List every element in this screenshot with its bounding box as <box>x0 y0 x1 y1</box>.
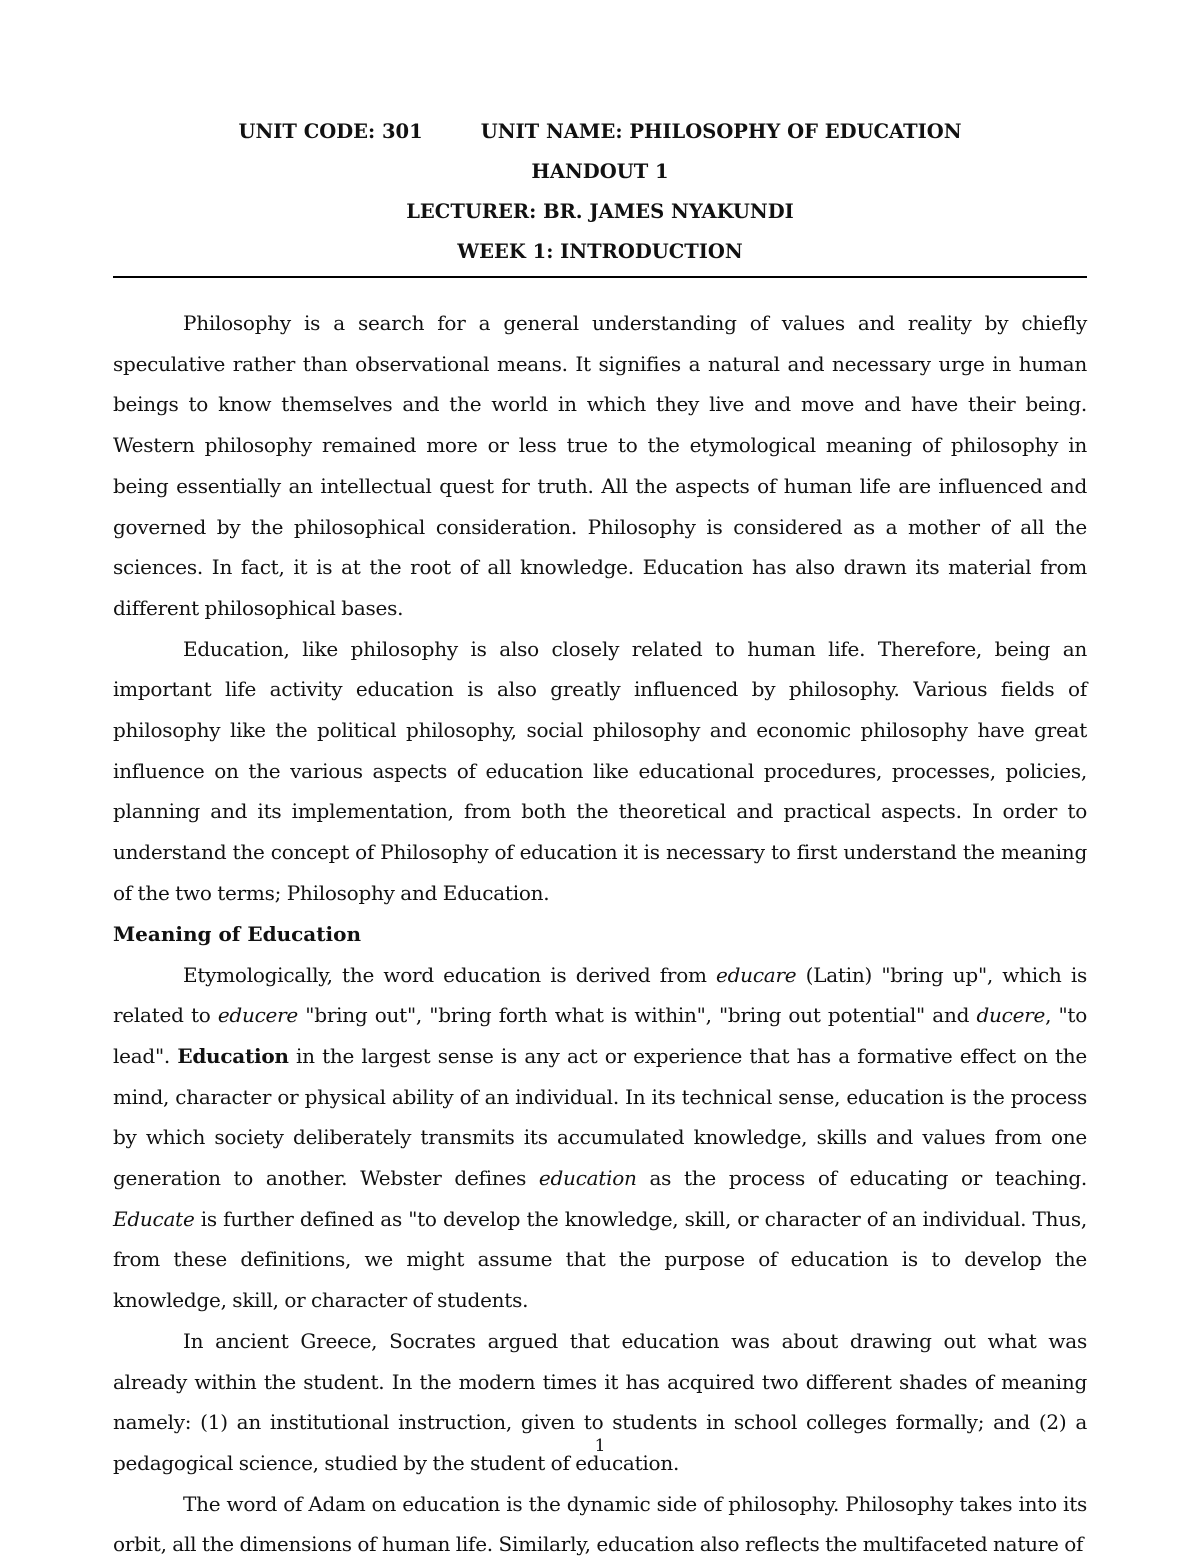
bold-term-education: Education <box>177 1043 289 1068</box>
paragraph-education-relation: Education, like philosophy is also closely related to human life. Therefore, being an important life activity education is also greatly influenced by philosophy. Various fields of philosophy like the political philosophy, social philosophy and economic philosophy have great influence on the various aspects of education like educational procedures, processes, policies, planning and its implementation, from both the theoretical and practical aspects. In order to understand the concept of Philosophy of education it is necessary to first understand the meaning of the two terms; Philosophy and Education. <box>113 636 1087 905</box>
paragraph-adam-education: The word of Adam on education is the dynamic side of philosophy. Philosophy takes into its orbit, all the dimensions of human life. Similarly, education also reflects the multifaceted nature of <box>113 1491 1087 1557</box>
header-divider <box>113 276 1087 278</box>
latin-term-ducere: ducere <box>976 1003 1046 1028</box>
paragraph-ancient-greece: In ancient Greece, Socrates argued that education was about drawing out what was already within the student. In the modern times it has acquired two different shades of meaning namely: (1) an institutional instruction, given to students in school colleges formally; and (2) a pedagogical science, studied by the student of education. <box>113 1328 1087 1475</box>
text-run: is further defined as "to develop the knowledge, skill, or character of an individual. Thus, from these definitions, we might assume that the purpose of education is to develop the knowledge, skill, or character of students. <box>113 1206 1087 1313</box>
italic-term-education: education <box>538 1166 637 1191</box>
section-heading-meaning-of-education: Meaning of Education <box>113 921 361 946</box>
unit-name: UNIT NAME: PHILOSOPHY OF EDUCATION <box>480 120 962 143</box>
handout-title: HANDOUT 1 <box>531 160 669 183</box>
text-run: in the largest sense is any act or experience that has a formative effect on the mind, character or physical ability of an individual. In its technical sense, education is the process by which society deliberately transmits its accumulated knowledge, skills and values from one generation to another. Webster defines <box>113 1043 1087 1191</box>
text-run: as the process of educating or teaching. <box>636 1166 1087 1191</box>
text-run: , "to lead". <box>113 1003 1087 1068</box>
document-page <box>113 112 1087 1565</box>
text-run: Etymologically, the word education is derived from <box>183 962 717 987</box>
italic-term-educate: Educate <box>113 1206 195 1231</box>
unit-line <box>113 112 1087 152</box>
paragraph-etymology <box>113 955 1087 1321</box>
week-title: WEEK 1: INTRODUCTION <box>457 240 743 263</box>
latin-term-educere: educere <box>217 1003 299 1028</box>
latin-term-educare: educare <box>716 962 797 987</box>
text-run: "bring out", "bring forth what is within", "bring out potential" and <box>298 1003 977 1028</box>
text-run: (Latin) "bring up", which is related to <box>113 962 1087 1028</box>
document-header <box>113 112 1087 272</box>
unit-code: UNIT CODE: 301 <box>238 120 423 143</box>
lecturer-line: LECTURER: BR. JAMES NYAKUNDI <box>406 200 794 223</box>
page-number: 1 <box>594 1436 606 1456</box>
paragraph-philosophy-definition: Philosophy is a search for a general understanding of values and reality by chiefly speculative rather than observational means. It signifies a natural and necessary urge in human beings to know themselves and the world in which they live and move and have their being. Western philosophy remained more or less true to the etymological meaning of philosophy in being essentially an intellectual quest for truth. All the aspects of human life are influenced and governed by the philosophical consideration. Philosophy is considered as a mother of all the sciences. In fact, it is at the root of all knowledge. Education has also drawn its material from different philosophical bases. <box>113 311 1087 620</box>
